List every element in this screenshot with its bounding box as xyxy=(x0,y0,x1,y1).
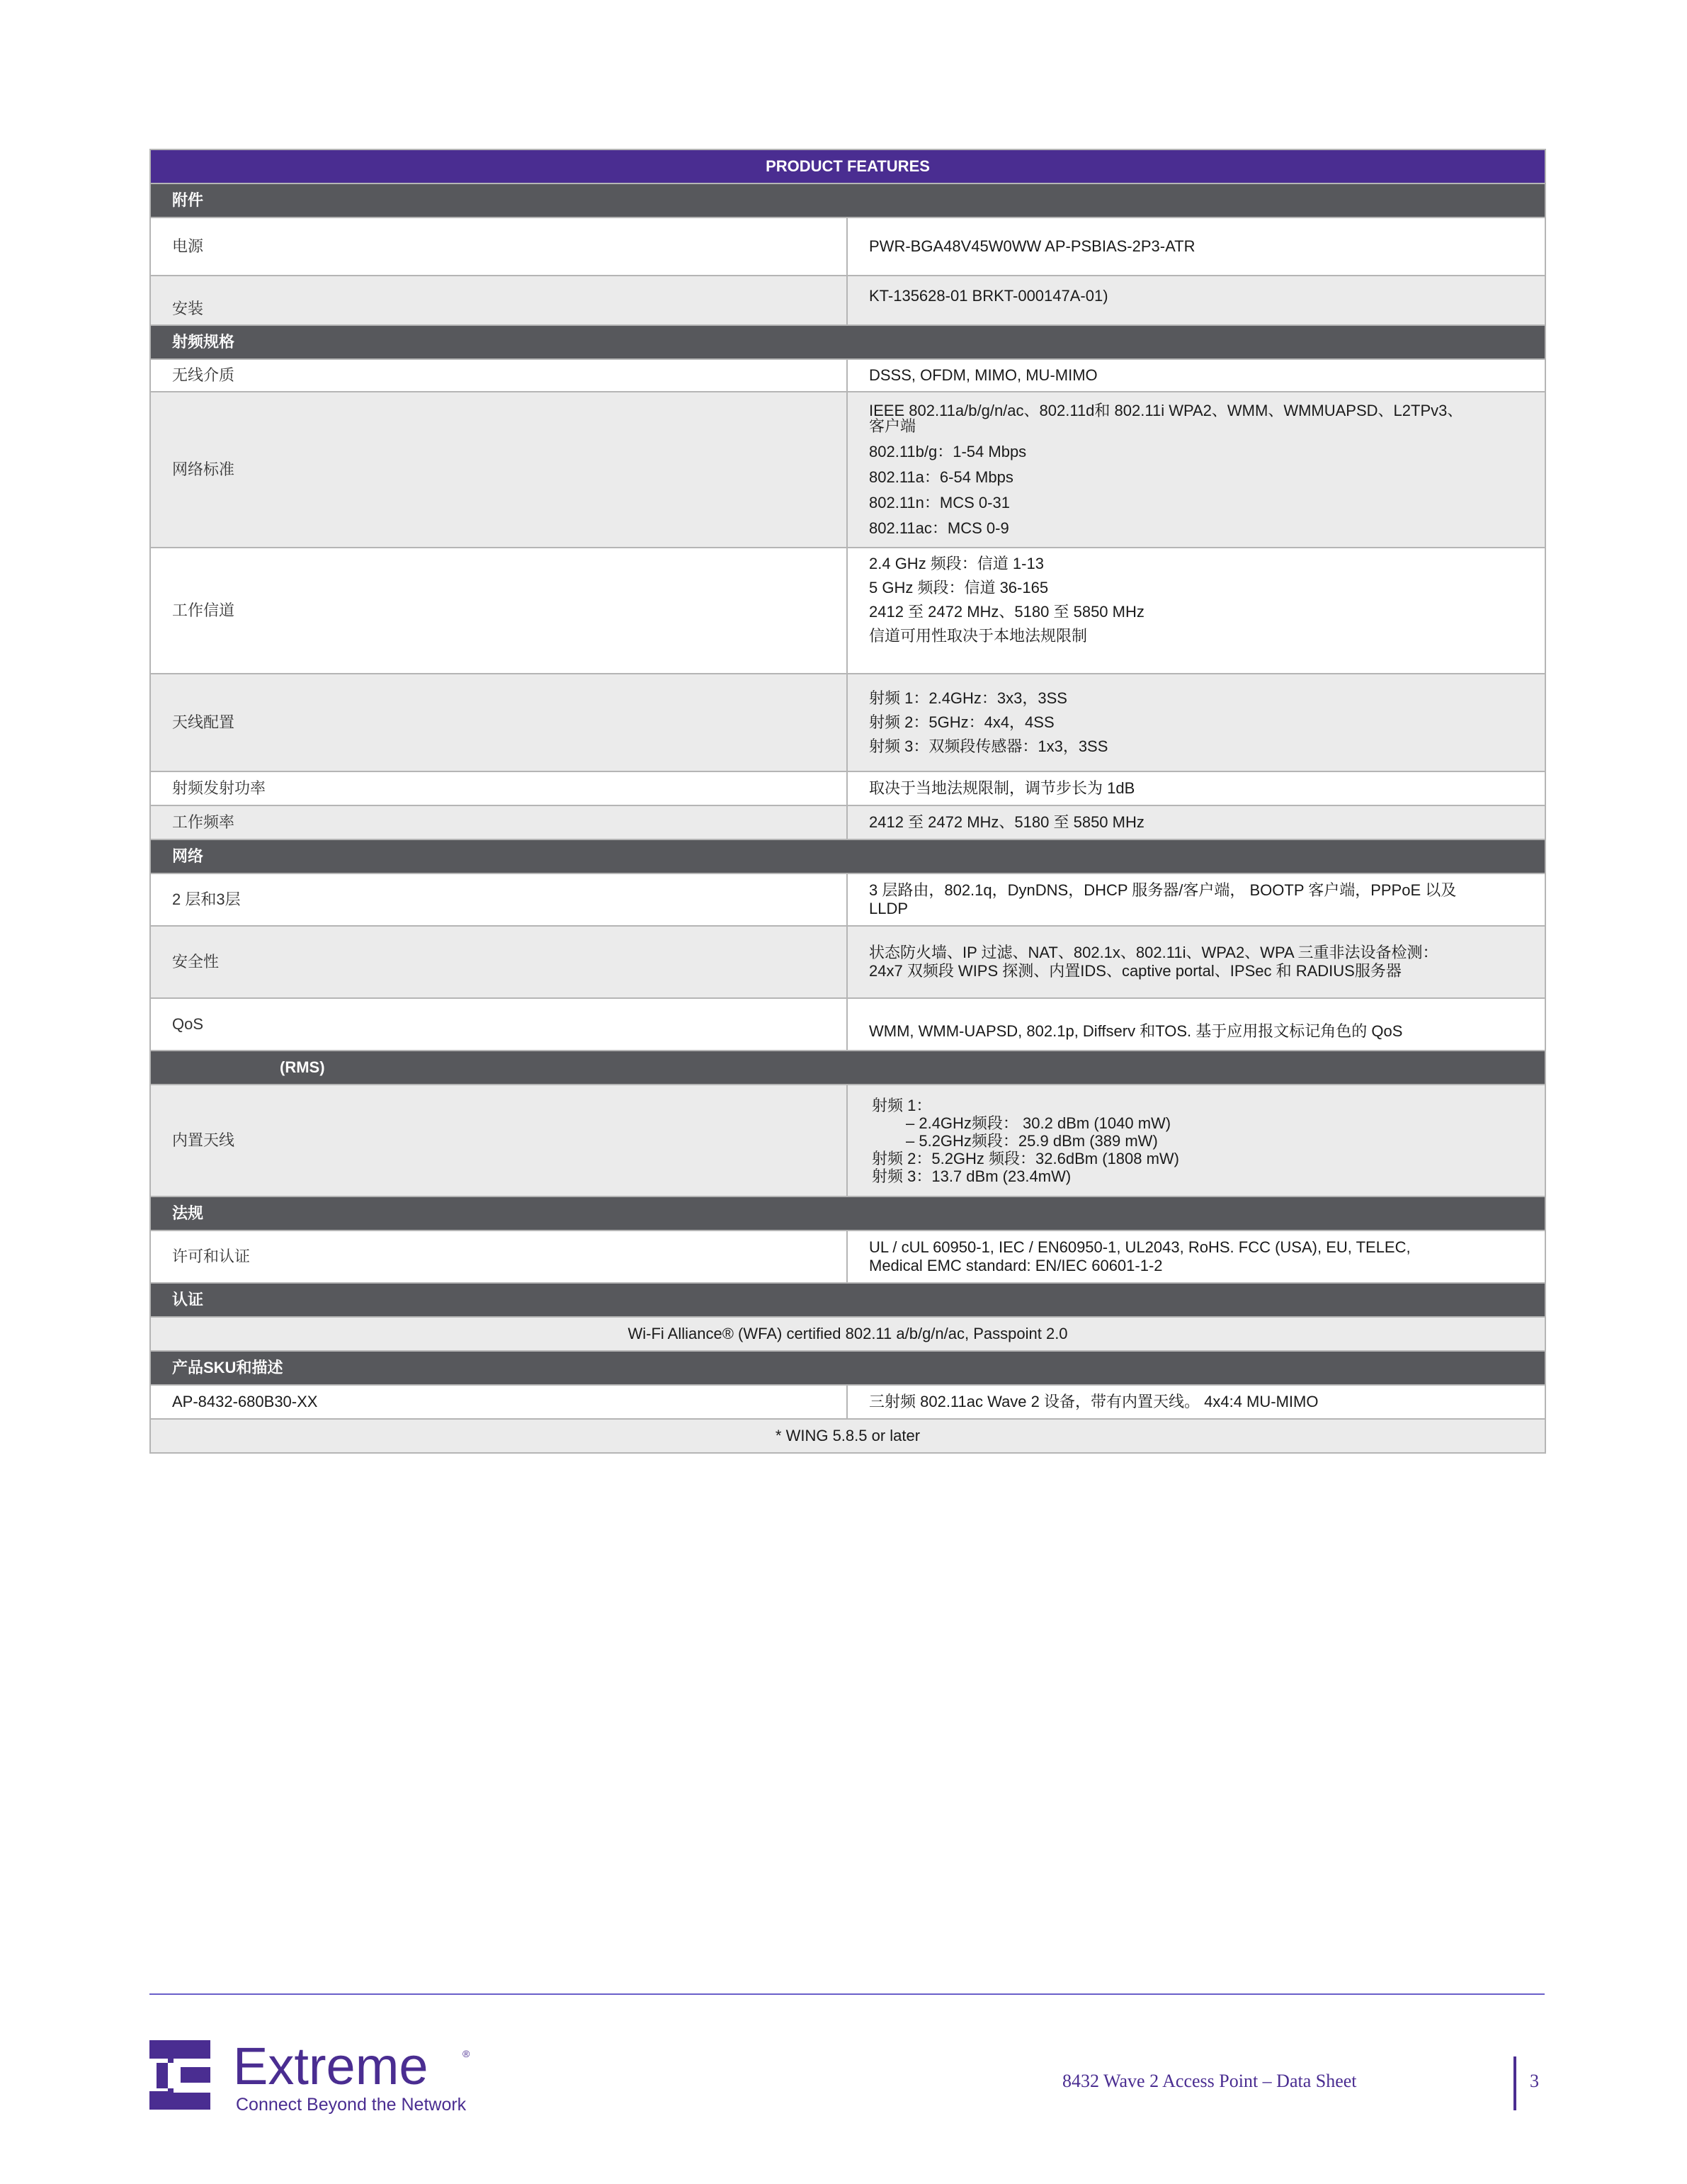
section-header-certification: 认证 xyxy=(150,1283,1545,1317)
layer-line: LLDP xyxy=(869,900,909,917)
row-value-certifications xyxy=(847,1230,1545,1283)
section-header-accessories: 附件 xyxy=(150,183,1545,217)
row-label-power: 电源 xyxy=(150,217,847,276)
row-value-sku: 三射频 802.11ac Wave 2 设备，带有内置天线。 4x4:4 MU-MIMO xyxy=(847,1385,1545,1419)
row-value-wfa: Wi-Fi Alliance® (WFA) certified 802.11 a/b/g/n/ac, Passpoint 2.0 xyxy=(150,1317,1545,1351)
antenna-power-line: – 5.2GHz频段：25.9 dBm (389 mW) xyxy=(906,1131,1158,1150)
section-header-sku: 产品SKU和描述 xyxy=(150,1351,1545,1385)
standards-line: 802.11ac：MCS 0-9 xyxy=(869,519,1009,537)
row-label-mount: 安装 xyxy=(150,276,847,325)
row-value-operating-channels xyxy=(847,548,1545,674)
section-header-radio: 射频规格 xyxy=(150,325,1545,359)
row-value-internal-antenna xyxy=(847,1085,1545,1196)
antenna-power-line: – 2.4GHz频段： 30.2 dBm (1040 mW) xyxy=(906,1114,1171,1132)
row-label-network-standards: 网络标准 xyxy=(150,392,847,548)
row-label-wireless-medium: 无线介质 xyxy=(150,359,847,392)
antenna-power-line: 射频 2：5.2GHz 频段：32.6dBm (1808 mW) xyxy=(872,1149,1180,1167)
antenna-power-line: 射频 3：13.7 dBm (23.4mW) xyxy=(872,1167,1072,1185)
antenna-config-line: 射频 1：2.4GHz：3x3，3SS xyxy=(869,689,1067,707)
row-label-operating-frequency: 工作频率 xyxy=(150,805,847,839)
section-header-rms: (RMS) xyxy=(150,1051,1545,1085)
row-label-qos: QoS xyxy=(150,998,847,1051)
row-value-layer2-3 xyxy=(847,873,1545,926)
product-features-table xyxy=(149,149,1546,1454)
row-value-wireless-medium: DSSS, OFDM, MIMO, MU-MIMO xyxy=(847,359,1545,392)
row-value-qos: WMM, WMM-UAPSD, 802.1p, Diffserv 和TOS. 基于应用报文标记角色的 QoS xyxy=(847,998,1545,1051)
extreme-logo-mark-icon xyxy=(149,2035,504,2120)
antenna-config-line: 射频 2：5GHz：4x4，4SS xyxy=(869,713,1055,731)
row-value-antenna-config xyxy=(847,674,1545,771)
row-value-network-standards xyxy=(847,392,1545,548)
row-value-power: PWR-BGA48V45W0WW AP-PSBIAS-2P3-ATR xyxy=(847,217,1545,276)
logo-tagline: Connect Beyond the Network xyxy=(236,2095,467,2115)
footer-divider xyxy=(149,1993,1545,1995)
page-number: 3 xyxy=(1530,2071,1539,2091)
channels-line: 信道可用性取决于本地法规限制 xyxy=(869,627,1088,645)
antenna-power-line: 射频 1： xyxy=(872,1096,932,1114)
row-value-operating-frequency: 2412 至 2472 MHz、5180 至 5850 MHz xyxy=(847,805,1545,839)
antenna-config-line: 射频 3：双频段传感器：1x3，3SS xyxy=(869,737,1108,755)
channels-line: 2.4 GHz 频段：信道 1-13 xyxy=(869,555,1044,572)
standards-line: 802.11a：6-54 Mbps xyxy=(869,468,1013,486)
table-title: PRODUCT FEATURES xyxy=(150,149,1545,183)
row-value-security xyxy=(847,926,1545,998)
standards-line: IEEE 802.11a/b/g/n/ac、802.11d和 802.11i WPA2、WMM、WMMUAPSD、L2TPv3、 xyxy=(869,402,1463,419)
table-footnote: * WING 5.8.5 or later xyxy=(150,1419,1545,1453)
logo-registered-mark: ® xyxy=(462,2048,470,2059)
row-label-security: 安全性 xyxy=(150,926,847,998)
section-header-regulatory: 法规 xyxy=(150,1196,1545,1230)
extreme-logo xyxy=(149,2035,504,2123)
channels-line: 5 GHz 频段：信道 36-165 xyxy=(869,579,1049,596)
standards-line: 802.11n：MCS 0-31 xyxy=(869,494,1010,511)
standards-line: 客户端 xyxy=(869,417,916,435)
layer-line: 3 层路由，802.1q，DynDNS，DHCP 服务器/客户端， BOOTP 客户端，PPPoE 以及 xyxy=(869,881,1457,899)
row-value-mount: KT-135628-01 BRKT-000147A-01) xyxy=(847,276,1545,325)
security-line: 24x7 双频段 WIPS 探测、内置IDS、captive portal、IPSec 和 RADIUS服务器 xyxy=(869,962,1402,980)
logo-wordmark: Extreme xyxy=(233,2037,428,2095)
standards-line: 802.11b/g：1-54 Mbps xyxy=(869,443,1027,460)
row-value-tx-power: 取决于当地法规限制，调节步长为 1dB xyxy=(847,771,1545,805)
security-line: 状态防火墙、IP 过滤、NAT、802.1x、802.11i、WPA2、WPA 三重非法设备检测： xyxy=(869,944,1438,961)
section-header-network: 网络 xyxy=(150,839,1545,873)
cert-line: UL / cUL 60950-1, IEC / EN60950-1, UL2043, RoHS. FCC (USA), EU, TELEC, xyxy=(869,1238,1411,1256)
row-label-tx-power: 射频发射功率 xyxy=(150,771,847,805)
row-label-layer2-3: 2 层和3层 xyxy=(150,873,847,926)
cert-line: Medical EMC standard: EN/IEC 60601-1-2 xyxy=(869,1257,1163,1274)
row-label-internal-antenna: 内置天线 xyxy=(150,1085,847,1196)
row-label-operating-channels: 工作信道 xyxy=(150,548,847,674)
row-label-antenna-config: 天线配置 xyxy=(150,674,847,771)
footer-doc-title: 8432 Wave 2 Access Point – Data Sheet xyxy=(1062,2071,1357,2091)
row-label-certifications: 许可和认证 xyxy=(150,1230,847,1283)
row-label-sku: AP-8432-680B30-XX xyxy=(150,1385,847,1419)
footer-separator xyxy=(1513,2056,1516,2110)
channels-line: 2412 至 2472 MHz、5180 至 5850 MHz xyxy=(869,603,1144,621)
